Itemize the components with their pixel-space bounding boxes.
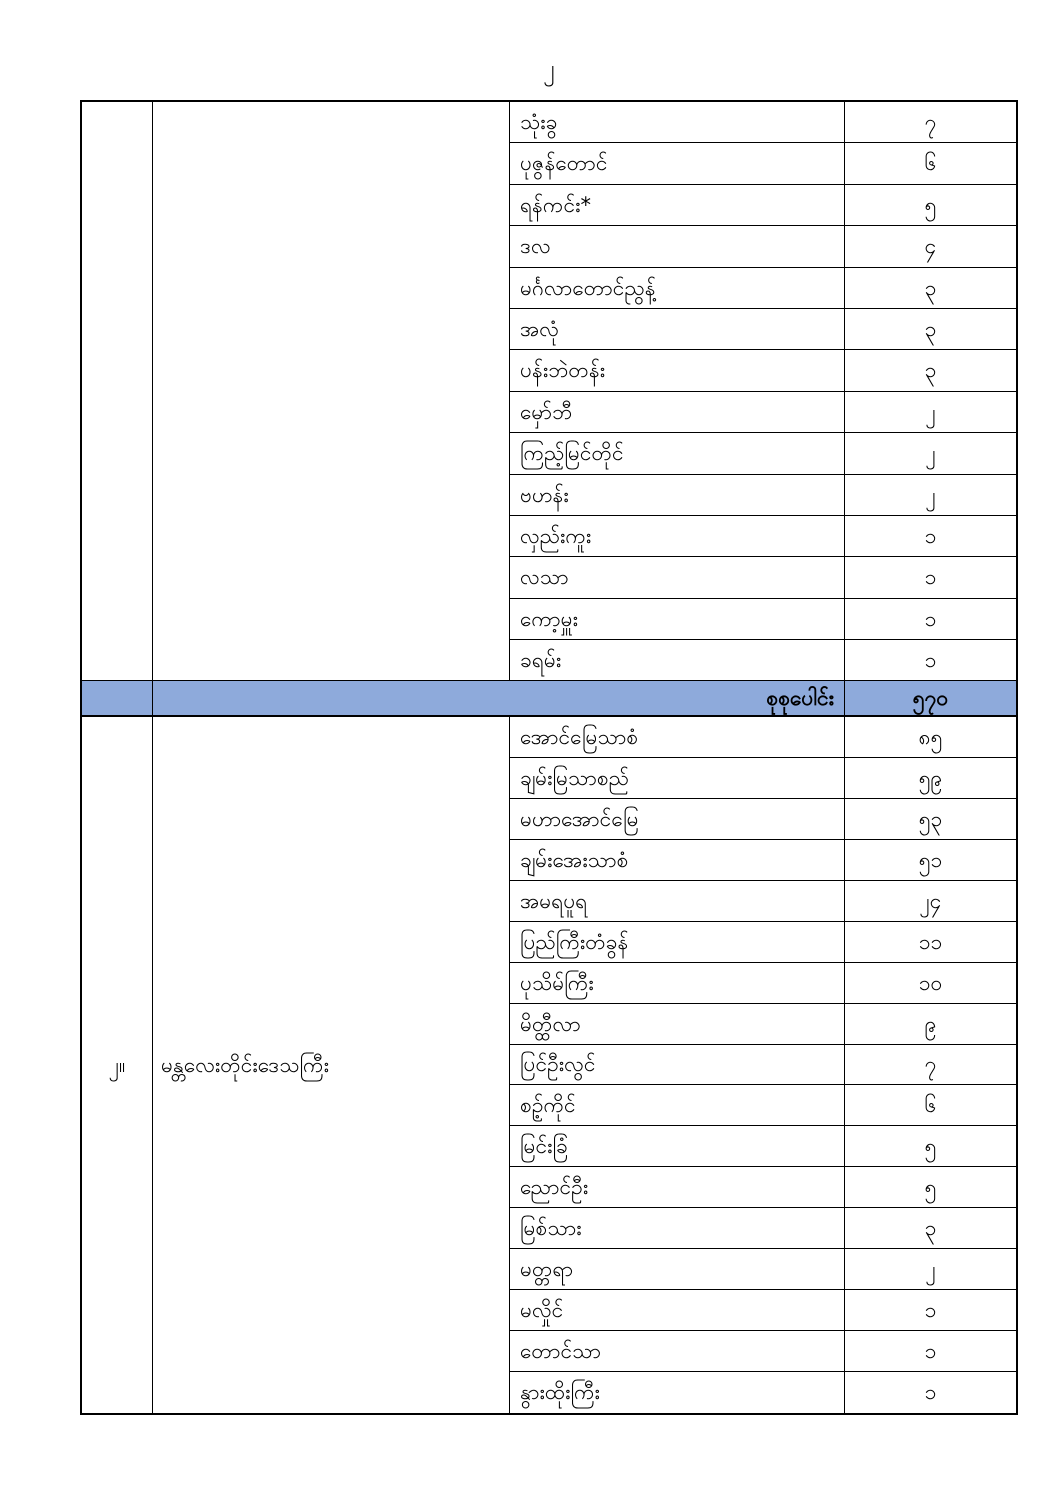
township-cell: ပန်းဘဲတန်း — [510, 350, 845, 391]
count-cell: ၅ — [845, 185, 1016, 226]
count-cell: ၆ — [845, 143, 1016, 184]
township-cell: ဒလ — [510, 226, 845, 267]
count-cell: ၁ — [845, 640, 1016, 681]
township-cell: မလှိုင် — [510, 1290, 845, 1331]
count-cell: ၁၁ — [845, 922, 1016, 963]
township-cell: ကြည့်မြင်တိုင် — [510, 433, 845, 474]
count-cell: ၇ — [845, 102, 1016, 143]
serial-cell: ၂။ — [82, 717, 153, 1412]
township-cell: ပုဇွန်တောင် — [510, 143, 845, 184]
count-cell: ၂၄ — [845, 881, 1016, 922]
township-cell: မဟာအောင်မြေ — [510, 799, 845, 840]
township-cell: နွားထိုးကြီး — [510, 1372, 845, 1413]
count-cell: ၃ — [845, 268, 1016, 309]
count-cell: ၁ — [845, 1331, 1016, 1372]
count-cell: ၇ — [845, 1045, 1016, 1086]
count-cell: ၂ — [845, 392, 1016, 433]
township-cell: လှည်းကူး — [510, 516, 845, 557]
township-cell: ခရမ်း — [510, 640, 845, 681]
count-cell: ၉ — [845, 1004, 1016, 1045]
count-cell: ၈၅ — [845, 717, 1016, 758]
count-cell: ၃ — [845, 350, 1016, 391]
page-number: ၂ — [543, 56, 555, 82]
count-cell: ၅ — [845, 1167, 1016, 1208]
township-cell: ကော့မှူး — [510, 599, 845, 640]
region-name-cell — [153, 102, 510, 681]
township-cell: ချမ်းအေးသာစံ — [510, 840, 845, 881]
township-cell: တောင်သာ — [510, 1331, 845, 1372]
township-cell: ပြင်ဦးလွင် — [510, 1045, 845, 1086]
township-cell: မှော်ဘီ — [510, 392, 845, 433]
count-cell: ၅ — [845, 1126, 1016, 1167]
township-cell: မြစ်သား — [510, 1208, 845, 1249]
township-cell: အမရပူရ — [510, 881, 845, 922]
township-cell: မိတ္ထီလာ — [510, 1004, 845, 1045]
township-count-table — [80, 100, 1018, 1415]
count-cell: ၁ — [924, 1380, 937, 1405]
township-cell: ညောင်ဦး — [510, 1167, 845, 1208]
township-cell: ချမ်းမြသာစည် — [510, 758, 845, 799]
count-cell: ၁ — [845, 557, 1016, 598]
count-cell: ၃ — [845, 309, 1016, 350]
count-cell: ၁ — [845, 516, 1016, 557]
total-value: ၅၇၀ — [845, 681, 1016, 717]
count-cell: ၅၃ — [845, 799, 1016, 840]
township-cell: အောင်မြေသာစံ — [510, 717, 845, 758]
township-cell: မတ္တရာ — [510, 1249, 845, 1290]
township-cell: သုံးခွ — [510, 102, 845, 143]
region-name-cell: မန္တလေးတိုင်းဒေသကြီး — [153, 717, 510, 1412]
total-label: စုစုပေါင်း — [153, 681, 845, 717]
count-cell: ၂ — [845, 475, 1016, 516]
township-cell: မြင်းခြံ — [510, 1126, 845, 1167]
township-cell: ရန်ကင်း* — [510, 185, 845, 226]
count-cell: ၅၁ — [845, 840, 1016, 881]
count-cell: ၁၀ — [845, 963, 1016, 1004]
township-cell: ပုသိမ်ကြီး — [510, 963, 845, 1004]
total-row-spacer — [82, 681, 153, 717]
count-cell: ၂ — [845, 433, 1016, 474]
serial-cell — [82, 102, 153, 681]
township-cell: လသာ — [510, 557, 845, 598]
count-cell: ၃ — [845, 1208, 1016, 1249]
township-cell: ပြည်ကြီးတံခွန် — [510, 922, 845, 963]
count-cell: ၅၉ — [845, 758, 1016, 799]
township-cell: အလုံ — [510, 309, 845, 350]
township-cell: မင်္ဂလာတောင်ညွန့် — [510, 268, 845, 309]
township-cell: ဗဟန်း — [510, 475, 845, 516]
count-cell: ၁ — [845, 599, 1016, 640]
count-cell: ၁ — [845, 1290, 1016, 1331]
township-cell: စဉ့်ကိုင် — [510, 1085, 845, 1126]
count-cell: ၆ — [845, 1085, 1016, 1126]
count-cell: ၄ — [845, 226, 1016, 267]
count-cell: ၂ — [845, 1249, 1016, 1290]
